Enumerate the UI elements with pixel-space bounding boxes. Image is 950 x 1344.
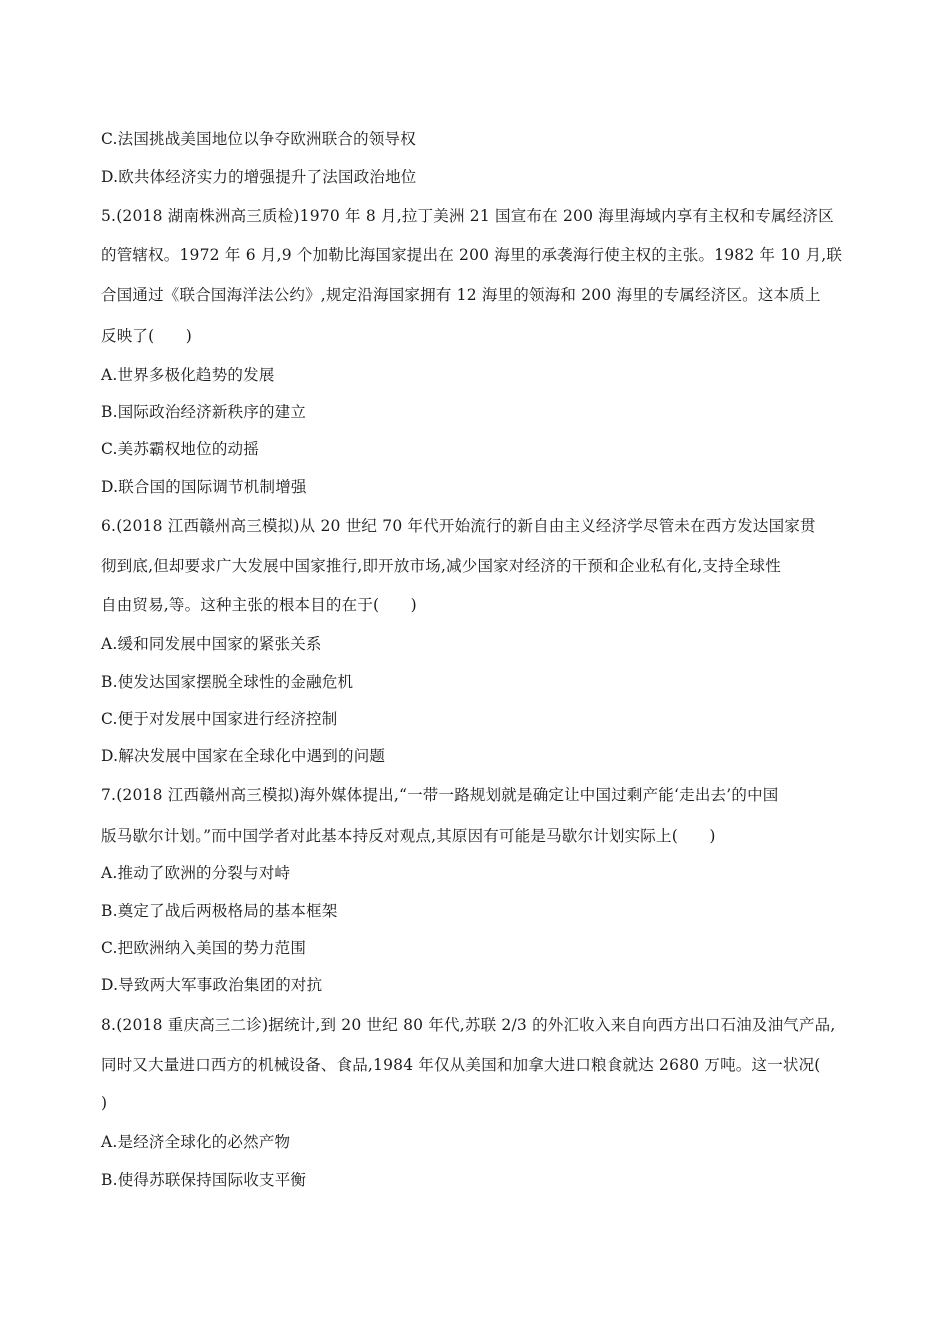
q5-stem-line-2: 的管辖权。1972 年 6 月,9 个加勒比海国家提出在 200 海里的承袭海行使主权的主张。1982 年 10 月,联 [101, 246, 843, 264]
q8-option-a: A.是经济全球化的必然产物 [101, 1133, 291, 1151]
q6-stem-line-2: 彻到底,但却要求广大发展中国家推行,即开放市场,减少国家对经济的干预和企业私有化,支持全球性 [101, 557, 781, 575]
q6-stem-line-3: 自由贸易,等。这种主张的根本目的在于( ) [101, 596, 417, 614]
q7-option-c: C.把欧洲纳入美国的势力范围 [101, 939, 307, 957]
q8-stem-line-3: ) [101, 1094, 108, 1112]
q7-option-b: B.奠定了战后两极格局的基本框架 [101, 902, 338, 920]
q5-option-c: C.美苏霸权地位的动摇 [101, 440, 259, 458]
q5-option-b: B.国际政治经济新秩序的建立 [101, 403, 307, 421]
q8-option-b: B.使得苏联保持国际收支平衡 [101, 1171, 307, 1189]
q5-stem-line-3: 合国通过《联合国海洋法公约》,规定沿海国家拥有 12 海里的领海和 200 海里的专属经济区。这本质上 [101, 286, 821, 304]
q6-stem-line-1: 6.(2018 江西赣州高三模拟)从 20 世纪 70 年代开始流行的新自由主义经济学尽管未在西方发达国家贯 [101, 517, 816, 535]
q5-stem-line-4: 反映了( ) [101, 327, 192, 345]
q5-option-a: A.世界多极化趋势的发展 [101, 366, 275, 384]
q6-option-a: A.缓和同发展中国家的紧张关系 [101, 635, 322, 653]
q8-stem-line-2: 同时又大量进口西方的机械设备、食品,1984 年仅从美国和加拿大进口粮食就达 2680 万吨。这一状况( [101, 1056, 821, 1074]
q7-option-a: A.推动了欧洲的分裂与对峙 [101, 864, 291, 882]
q4-option-c: C.法国挑战美国地位以争夺欧洲联合的领导权 [101, 130, 416, 148]
q6-option-b: B.使发达国家摆脱全球性的金融危机 [101, 673, 354, 691]
q6-option-c: C.便于对发展中国家进行经济控制 [101, 710, 338, 728]
q6-option-d: D.解决发展中国家在全球化中遇到的问题 [101, 747, 386, 765]
q4-option-d: D.欧共体经济实力的增强提升了法国政治地位 [101, 168, 417, 186]
q5-option-d: D.联合国的国际调节机制增强 [101, 478, 307, 496]
q5-stem-line-1: 5.(2018 湖南株洲高三质检)1970 年 8 月,拉丁美洲 21 国宣布在 200 海里海域内享有主权和专属经济区 [101, 207, 834, 225]
q8-stem-line-1: 8.(2018 重庆高三二诊)据统计,到 20 世纪 80 年代,苏联 2/3 的外汇收入来自向西方出口石油及油气产品, [101, 1016, 836, 1034]
q7-stem-line-1: 7.(2018 江西赣州高三模拟)海外媒体提出,“一带一路规划就是确定让中国过剩产能‘走出去’的中国 [101, 786, 779, 804]
q7-option-d: D.导致两大军事政治集团的对抗 [101, 976, 323, 994]
q7-stem-line-2: 版马歇尔计划。”而中国学者对此基本持反对观点,其原因有可能是马歇尔计划实际上( ) [101, 827, 716, 845]
